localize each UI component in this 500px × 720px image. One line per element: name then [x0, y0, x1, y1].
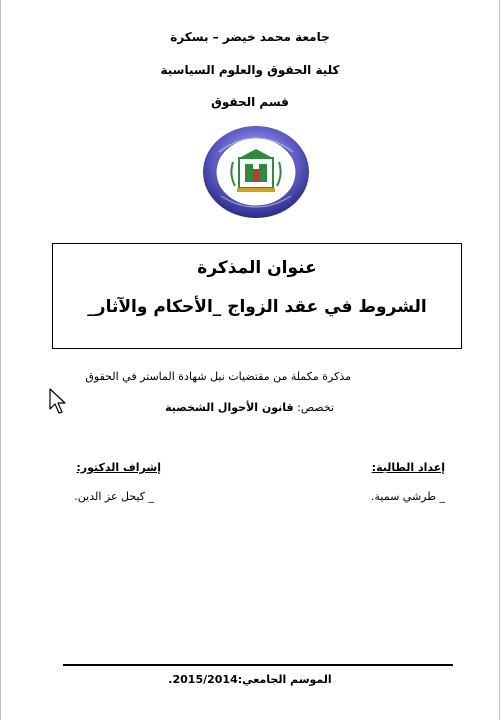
footer-divider	[63, 664, 453, 666]
academic-year: الموسم الجامعي:2015/2014.	[168, 673, 332, 686]
thesis-title-box	[52, 243, 462, 349]
department-name: قسم الحقوق	[211, 95, 289, 109]
faculty-name: كلية الحقوق والعلوم السياسية	[160, 63, 340, 77]
university-name: جامعة محمد خيضر – بسكرة	[170, 30, 330, 44]
student-name: _ طرشي سمية.	[371, 490, 445, 503]
specialization-value: قانون الأحوال الشخصية	[165, 401, 294, 414]
student-label: إعداد الطالبة:	[371, 461, 445, 474]
supervisor-label: إشراف الدكتور:	[76, 461, 161, 474]
university-seal-icon	[201, 122, 311, 222]
specialization	[165, 401, 334, 414]
thesis-title: الشروط في عقد الزواج _الأحكام والآثار_	[87, 297, 427, 317]
thesis-subtitle: مذكرة مكملة من مقتضيات نيل شهادة الماستر في الحقوق	[85, 370, 351, 383]
supervisor-name: _ كيحل عز الدين.	[74, 490, 154, 503]
thesis-title-label: عنوان المذكرة	[197, 258, 317, 278]
specialization-label: تخصص:	[297, 401, 334, 414]
mouse-pointer-icon	[48, 387, 70, 415]
